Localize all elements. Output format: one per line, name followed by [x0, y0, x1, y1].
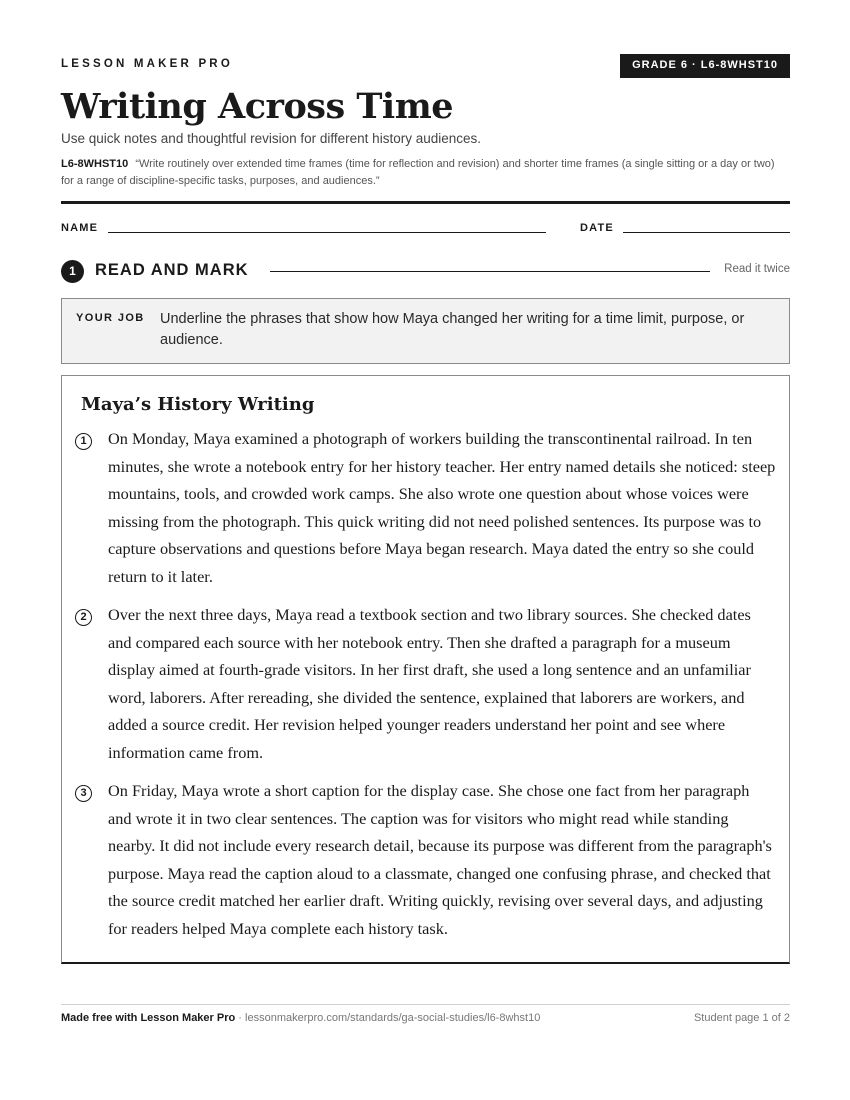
paragraph-text[interactable]: Over the next three days, Maya read a textbook section and two library sources. She checked dates and compared each source with her notebook entry. Then she drafted a paragraph for a museum display aimed at fourth-grade visitors. In her first draft, she used a long sentence and an unfamiliar word, laborers. After rereading, she divided the sentence, explained that laborers are workers, and added a source credit. Her revision helped younger readers understand her point and see where information came from. — [108, 605, 751, 762]
paragraph-number: 1 — [75, 433, 92, 450]
standard-statement — [61, 156, 790, 190]
name-field[interactable] — [108, 232, 546, 233]
section-title: READ AND MARK — [95, 261, 249, 279]
your-job-box — [61, 298, 790, 364]
footer-credit — [61, 1012, 540, 1024]
section-divider — [270, 271, 710, 272]
section-hint: Read it twice — [724, 263, 790, 275]
paragraph-text[interactable]: On Friday, Maya wrote a short caption for the display case. She chose one fact from her paragraph and wrote it in two clear sentences. The caption was for visitors who might read while standing nearby. It did not include every research detail, because its purpose was different from the paragraph's purpose. Maya read the caption aloud to a classmate, changed one confusing phrase, and checked that the source credit matched her earlier draft. Writing quickly, revising over several days, and adjusting for readers helped Maya complete each history task. — [108, 781, 772, 938]
paragraph-text[interactable]: On Monday, Maya examined a photograph of workers building the transcontinental railroad. In ten minutes, she wrote a notebook entry for her history teacher. Her entry named details she noticed: steep mountains, tools, and crowded work camps. She also wrote one question about whose voices were missing from the photograph. This quick writing did not need polished sentences. Its purpose was to capture observations and questions before Maya began research. Maya dated the entry so she could return to it later. — [108, 429, 776, 586]
paragraph-number: 2 — [75, 609, 92, 626]
footer-divider — [61, 1004, 790, 1005]
name-date-row — [61, 222, 790, 236]
brand-name: LESSON MAKER PRO — [61, 58, 233, 70]
section-header — [61, 260, 790, 284]
paragraph-number: 3 — [75, 785, 92, 802]
date-field[interactable] — [623, 232, 790, 233]
reading-passage-box — [61, 375, 790, 964]
name-label: NAME — [61, 222, 99, 234]
date-label: DATE — [580, 222, 614, 234]
passage-title: Maya’s History Writing — [81, 394, 315, 415]
standard-code: L6-8WHST10 — [61, 158, 129, 170]
standard-text: “Write routinely over extended time frames (time for reflection and revision) and shorter time frames (a single sitting or a day or two) for a range of discipline-specific tasks, purposes, and audiences.” — [61, 158, 775, 187]
grade-badge: GRADE 6 · L6-8WHST10 — [620, 54, 790, 78]
header-divider — [61, 201, 790, 204]
section-number-badge: 1 — [61, 260, 84, 283]
page-subtitle: Use quick notes and thoughtful revision for different history audiences. — [61, 131, 481, 146]
footer-page-number: Student page 1 of 2 — [693, 1012, 790, 1024]
footer-made-with: Made free with Lesson Maker Pro — [61, 1012, 236, 1024]
your-job-instructions: Underline the phrases that show how Maya changed her writing for a time limit, purpose, or audience. — [160, 311, 745, 348]
footer-url[interactable]: lessonmakerpro.com/standards/ga-social-studies/l6-8whst10 — [245, 1012, 541, 1024]
footer-separator: · — [238, 1012, 246, 1024]
your-job-label: YOUR JOB — [76, 312, 145, 324]
page-title: Writing Across Time — [61, 86, 454, 127]
